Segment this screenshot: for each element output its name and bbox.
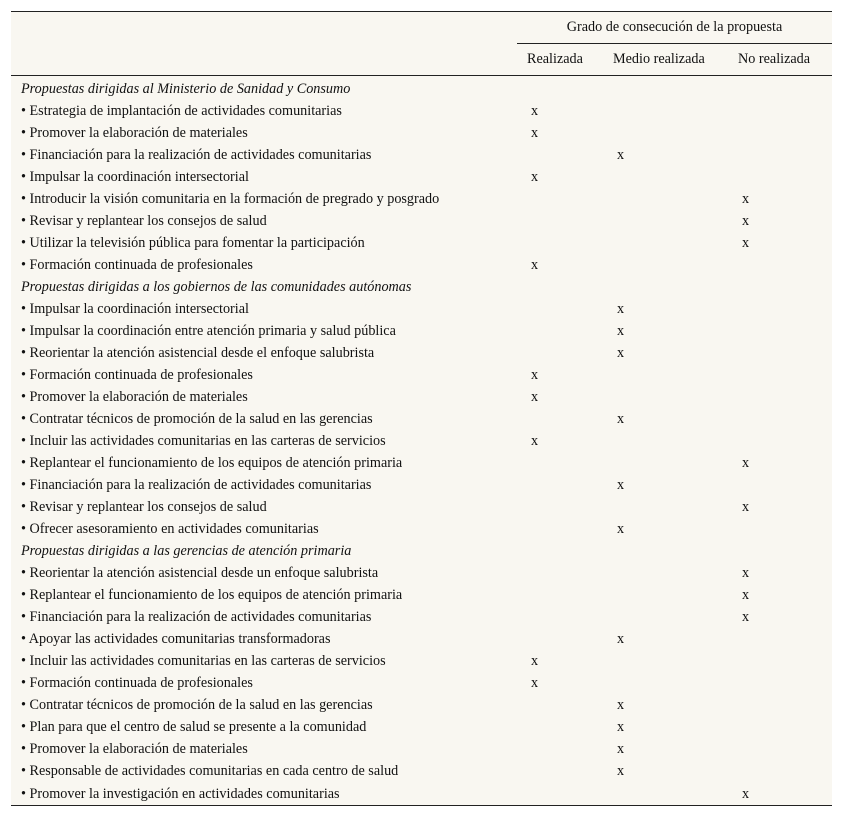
- realizada-mark: [517, 210, 603, 232]
- realizada-mark: [517, 474, 603, 496]
- realizada-mark: [517, 408, 603, 430]
- realizada-mark: [517, 188, 603, 210]
- medio-realizada-mark: [603, 210, 728, 232]
- realizada-mark: [517, 562, 603, 584]
- table-row: [11, 496, 832, 518]
- realizada-mark: [517, 738, 603, 760]
- table-row: [11, 210, 832, 232]
- no-realizada-mark: [728, 364, 832, 386]
- no-realizada-mark: [728, 694, 832, 716]
- table-row: [11, 760, 832, 782]
- proposal-label: • Introducir la visión comunitaria en la formación de pregrado y posgrado: [21, 191, 440, 207]
- table-row: [11, 254, 832, 276]
- table-row: [11, 232, 832, 254]
- proposal-label: • Estrategia de implantación de actividades comunitarias: [21, 103, 342, 119]
- table-row: [11, 716, 832, 738]
- realizada-mark: [517, 628, 603, 650]
- header-group-label: Grado de consecución de la propuesta: [517, 12, 832, 44]
- table-body: [11, 76, 832, 806]
- table-row: [11, 144, 832, 166]
- no-realizada-mark: [728, 650, 832, 672]
- proposal-label: • Revisar y replantear los consejos de salud: [21, 499, 267, 515]
- no-realizada-mark: x: [742, 499, 750, 515]
- medio-realizada-mark: [603, 650, 728, 672]
- table-row: [11, 100, 832, 122]
- header-empty-cell: [11, 12, 517, 44]
- proposal-label: • Promover la elaboración de materiales: [21, 389, 248, 405]
- no-realizada-mark: [728, 628, 832, 650]
- proposals-table: [11, 12, 832, 805]
- table-row: [11, 122, 832, 144]
- realizada-mark: x: [531, 257, 539, 273]
- medio-realizada-mark: [603, 782, 728, 805]
- section-title: Propuestas dirigidas a los gobiernos de las comunidades autónomas: [21, 279, 412, 295]
- realizada-mark: [517, 782, 603, 805]
- table-row: [11, 694, 832, 716]
- table-row: [11, 672, 832, 694]
- medio-realizada-mark: [603, 100, 728, 122]
- no-realizada-mark: [728, 738, 832, 760]
- no-realizada-mark: x: [742, 191, 750, 207]
- table-row: [11, 606, 832, 628]
- realizada-mark: [517, 452, 603, 474]
- no-realizada-mark: [728, 672, 832, 694]
- realizada-mark: x: [531, 433, 539, 449]
- realizada-mark: x: [531, 653, 539, 669]
- proposal-label: • Revisar y replantear los consejos de salud: [21, 213, 267, 229]
- no-realizada-mark: [728, 254, 832, 276]
- proposals-table-container: [11, 11, 832, 806]
- no-realizada-mark: [728, 430, 832, 452]
- proposal-label: • Plan para que el centro de salud se presente a la comunidad: [21, 719, 367, 735]
- medio-realizada-mark: [603, 496, 728, 518]
- proposal-label: • Formación continuada de profesionales: [21, 257, 253, 273]
- table-row: [11, 518, 832, 540]
- no-realizada-mark: [728, 716, 832, 738]
- proposal-label: • Ofrecer asesoramiento en actividades comunitarias: [21, 521, 319, 537]
- proposal-label: • Promover la elaboración de materiales: [21, 741, 248, 757]
- no-realizada-mark: x: [742, 455, 750, 471]
- proposal-label: • Promover la elaboración de materiales: [21, 125, 248, 141]
- proposal-label: • Formación continuada de profesionales: [21, 675, 253, 691]
- proposal-label: • Impulsar la coordinación entre atención primaria y salud pública: [21, 323, 396, 339]
- proposal-label: • Financiación para la realización de actividades comunitarias: [21, 147, 372, 163]
- proposal-label: • Financiación para la realización de actividades comunitarias: [21, 477, 372, 493]
- medio-realizada-mark: [603, 606, 728, 628]
- proposal-label: • Promover la investigación en actividades comunitarias: [21, 785, 340, 802]
- realizada-mark: x: [531, 103, 539, 119]
- medio-realizada-mark: [603, 122, 728, 144]
- realizada-mark: [517, 606, 603, 628]
- proposal-label: • Incluir las actividades comunitarias en las carteras de servicios: [21, 653, 386, 669]
- no-realizada-mark: [728, 166, 832, 188]
- table-row: [11, 650, 832, 672]
- realizada-mark: [517, 584, 603, 606]
- table-row: [11, 342, 832, 364]
- column-header-medio-realizada: Medio realizada: [613, 51, 705, 67]
- table-row: [11, 782, 832, 805]
- medio-realizada-mark: x: [617, 763, 625, 779]
- no-realizada-mark: [728, 386, 832, 408]
- medio-realizada-mark: x: [617, 697, 625, 713]
- table-row: [11, 408, 832, 430]
- realizada-mark: x: [531, 389, 539, 405]
- realizada-mark: x: [531, 675, 539, 691]
- table-row: [11, 364, 832, 386]
- proposal-label: • Impulsar la coordinación intersectorial: [21, 169, 249, 185]
- no-realizada-mark: [728, 144, 832, 166]
- table-row: [11, 628, 832, 650]
- table-row: [11, 474, 832, 496]
- proposal-label: • Replantear el funcionamiento de los equipos de atención primaria: [21, 587, 403, 603]
- medio-realizada-mark: x: [617, 719, 625, 735]
- no-realizada-mark: [728, 760, 832, 782]
- realizada-mark: [517, 496, 603, 518]
- medio-realizada-mark: x: [617, 345, 625, 361]
- section-header-row: [11, 276, 832, 298]
- realizada-mark: x: [531, 367, 539, 383]
- no-realizada-mark: [728, 100, 832, 122]
- column-header-no-realizada: No realizada: [738, 51, 811, 67]
- proposal-label: • Replantear el funcionamiento de los equipos de atención primaria: [21, 455, 403, 471]
- proposal-label: • Incluir las actividades comunitarias en las carteras de servicios: [21, 433, 386, 449]
- header-group-row: [11, 12, 832, 44]
- table-row: [11, 452, 832, 474]
- proposal-label: • Responsable de actividades comunitarias en cada centro de salud: [21, 763, 399, 779]
- realizada-mark: [517, 232, 603, 254]
- proposal-label: • Impulsar la coordinación intersectorial: [21, 301, 249, 317]
- medio-realizada-mark: [603, 254, 728, 276]
- medio-realizada-mark: [603, 672, 728, 694]
- proposal-label: • Reorientar la atención asistencial desde un enfoque salubrista: [21, 565, 379, 581]
- proposal-label: • Financiación para la realización de actividades comunitarias: [21, 609, 372, 625]
- table-row: [11, 298, 832, 320]
- realizada-mark: [517, 518, 603, 540]
- medio-realizada-mark: x: [617, 477, 625, 493]
- table-row: [11, 738, 832, 760]
- medio-realizada-mark: [603, 232, 728, 254]
- no-realizada-mark: [728, 408, 832, 430]
- medio-realizada-mark: x: [617, 631, 625, 647]
- table-row: [11, 562, 832, 584]
- medio-realizada-mark: [603, 584, 728, 606]
- section-header-row: [11, 76, 832, 101]
- column-header-realizada: Realizada: [527, 51, 583, 67]
- medio-realizada-mark: x: [617, 301, 625, 317]
- no-realizada-mark: x: [742, 235, 750, 251]
- medio-realizada-mark: x: [617, 411, 625, 427]
- proposal-label: • Apoyar las actividades comunitarias transformadoras: [21, 631, 331, 647]
- section-header-row: [11, 540, 832, 562]
- realizada-mark: [517, 144, 603, 166]
- medio-realizada-mark: x: [617, 147, 625, 163]
- medio-realizada-mark: [603, 188, 728, 210]
- no-realizada-mark: x: [742, 785, 750, 802]
- no-realizada-mark: [728, 298, 832, 320]
- no-realizada-mark: x: [742, 565, 750, 581]
- medio-realizada-mark: x: [617, 521, 625, 537]
- no-realizada-mark: [728, 342, 832, 364]
- proposal-label: • Formación continuada de profesionales: [21, 367, 253, 383]
- medio-realizada-mark: [603, 562, 728, 584]
- section-title: Propuestas dirigidas al Ministerio de Sanidad y Consumo: [21, 80, 351, 97]
- table-row: [11, 430, 832, 452]
- proposal-label: • Contratar técnicos de promoción de la salud en las gerencias: [21, 411, 373, 427]
- no-realizada-mark: [728, 320, 832, 342]
- table-row: [11, 386, 832, 408]
- realizada-mark: [517, 342, 603, 364]
- no-realizada-mark: [728, 474, 832, 496]
- realizada-mark: [517, 298, 603, 320]
- proposal-label: • Reorientar la atención asistencial desde el enfoque salubrista: [21, 345, 375, 361]
- no-realizada-mark: x: [742, 587, 750, 603]
- table-row: [11, 166, 832, 188]
- medio-realizada-mark: x: [617, 741, 625, 757]
- medio-realizada-mark: [603, 386, 728, 408]
- medio-realizada-mark: [603, 452, 728, 474]
- header-empty-cell: [11, 44, 517, 76]
- proposal-label: • Contratar técnicos de promoción de la salud en las gerencias: [21, 697, 373, 713]
- realizada-mark: [517, 760, 603, 782]
- no-realizada-mark: x: [742, 213, 750, 229]
- realizada-mark: [517, 716, 603, 738]
- medio-realizada-mark: [603, 166, 728, 188]
- no-realizada-mark: [728, 122, 832, 144]
- table-row: [11, 188, 832, 210]
- medio-realizada-mark: [603, 364, 728, 386]
- medio-realizada-mark: [603, 430, 728, 452]
- realizada-mark: [517, 320, 603, 342]
- section-title: Propuestas dirigidas a las gerencias de atención primaria: [21, 543, 352, 559]
- proposal-label: • Utilizar la televisión pública para fomentar la participación: [21, 235, 365, 251]
- header-columns-row: [11, 44, 832, 76]
- realizada-mark: x: [531, 125, 539, 141]
- no-realizada-mark: [728, 518, 832, 540]
- table-row: [11, 584, 832, 606]
- table-row: [11, 320, 832, 342]
- realizada-mark: x: [531, 169, 539, 185]
- no-realizada-mark: x: [742, 609, 750, 625]
- realizada-mark: [517, 694, 603, 716]
- medio-realizada-mark: x: [617, 323, 625, 339]
